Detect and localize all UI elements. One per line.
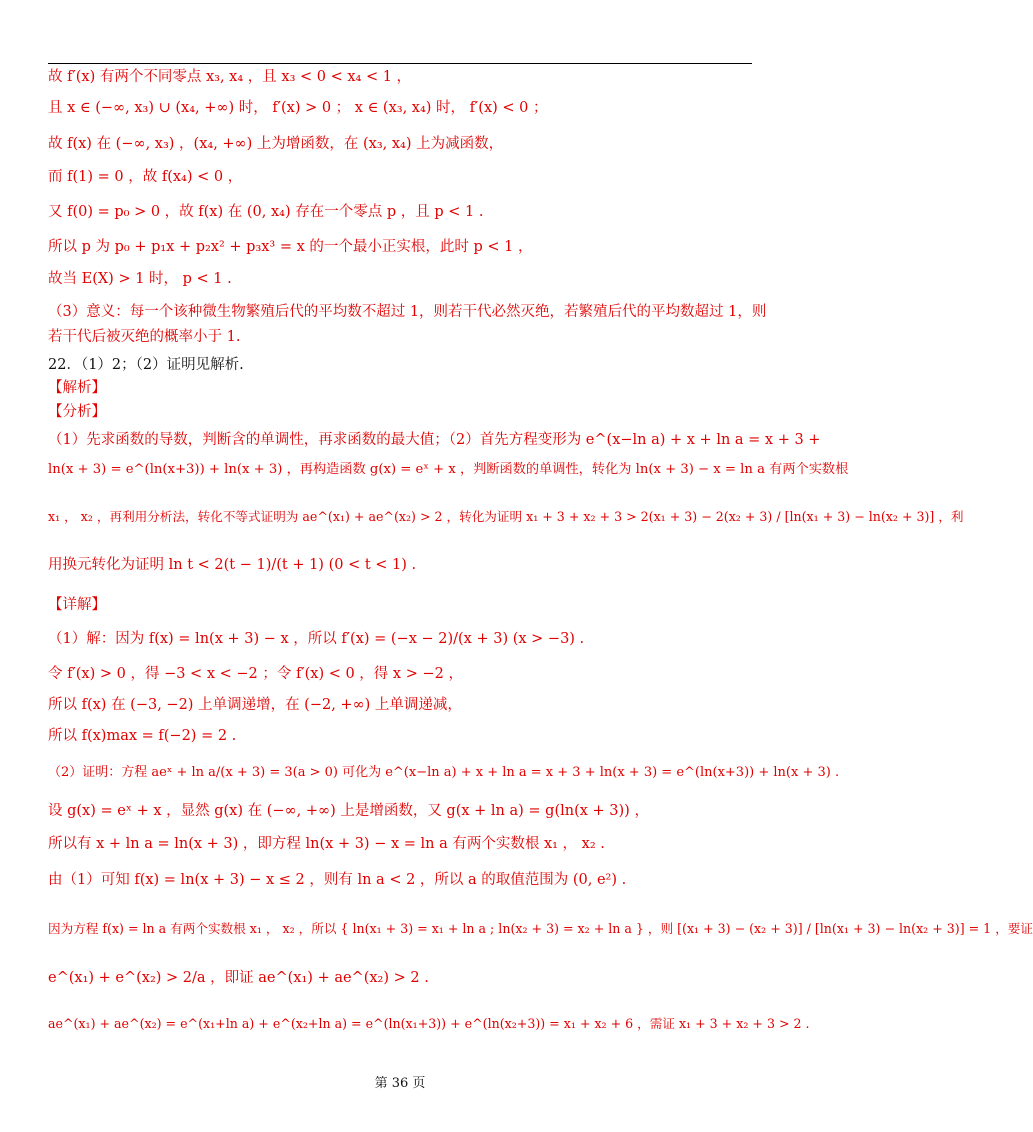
- text-line: （1）解：因为 f(x) = ln(x + 3) − x ，所以 f′(x) = (−x − 2)/(x + 3) (x > −3) .: [48, 631, 585, 647]
- text-line: 所以 p 为 p₀ + p₁x + p₂x² + p₃x³ = x 的一个最小正实根，此时 p < 1 ，: [48, 239, 533, 255]
- text-line: 所以有 x + ln a = ln(x + 3) ，即方程 ln(x + 3) − x = ln a 有两个实数根 x₁ ， x₂ .: [48, 836, 605, 852]
- text-line: 令 f′(x) > 0 ，得 −3 < x < −2 ；令 f′(x) < 0 ，得 x > −2 ，: [48, 666, 463, 682]
- text-line: 因为方程 f(x) = ln a 有两个实数根 x₁ ， x₂ ，所以 { ln(x₁ + 3) = x₁ + ln a ; ln(x₂ + 3) = x₂ + ln a } ，则 [(x₁ + 3) − (x₂ + 3)] / [ln(x₁ + 3) − ln(x₂ + 3)] = 1 ，要证: [48, 921, 1033, 936]
- text-line: 【详解】: [48, 597, 106, 613]
- text-line: （2）证明：方程 aeˣ + ln a/(x + 3) = 3(a > 0) 可化为 e^(x−ln a) + x + ln a = x + 3 + ln(x + 3) = e^(ln(x+3)) + ln(x + 3) .: [48, 765, 840, 780]
- text-line: 且 x ∈ (−∞, x₃) ∪ (x₄, +∞) 时， f′(x) > 0 ； x ∈ (x₃, x₄) 时， f′(x) < 0 ；: [48, 100, 548, 116]
- text-line: 所以 f(x)max = f(−2) = 2 .: [48, 728, 237, 744]
- text-line: （3）意义：每一个该种微生物繁殖后代的平均数不超过 1，则若干代必然灭绝，若繁殖后代的平均数超过 1，则: [48, 304, 767, 320]
- text-line: 【解析】: [48, 380, 106, 396]
- text-line: 用换元转化为证明 ln t < 2(t − 1)/(t + 1) (0 < t < 1) .: [48, 557, 417, 573]
- text-line: 由（1）可知 f(x) = ln(x + 3) − x ≤ 2 ，则有 ln a < 2 ，所以 a 的取值范围为 (0, e²) .: [48, 872, 627, 888]
- text-line: ln(x + 3) = e^(ln(x+3)) + ln(x + 3) ，再构造函数 g(x) = eˣ + x ，判断函数的单调性，转化为 ln(x + 3) − x = ln a 有两个实数根: [48, 462, 849, 477]
- text-line: x₁ ， x₂ ，再利用分析法，转化不等式证明为 ae^(x₁) + ae^(x₂) > 2 ，转化为证明 x₁ + 3 + x₂ + 3 > 2(x₁ + 3) − 2(x₂ + 3) / [ln(x₁ + 3) − ln(x₂ + 3)] ，利: [48, 509, 964, 524]
- text-line: 所以 f(x) 在 (−3, −2) 上单调递增，在 (−2, +∞) 上单调递减，: [48, 697, 462, 713]
- text-line: 故当 E(X) > 1 时， p < 1 .: [48, 271, 232, 287]
- text-line: e^(x₁) + e^(x₂) > 2/a ，即证 ae^(x₁) + ae^(x₂) > 2 .: [48, 970, 429, 986]
- text-line: 【分析】: [48, 404, 106, 420]
- page-number: 第 36 页: [374, 1076, 426, 1091]
- text-line: 设 g(x) = eˣ + x ，显然 g(x) 在 (−∞, +∞) 上是增函数，又 g(x + ln a) = g(ln(x + 3)) ，: [48, 803, 649, 819]
- header-rule: [48, 63, 752, 64]
- text-line: 22．（1）2；（2）证明见解析.: [48, 357, 244, 373]
- text-line: 而 f(1) = 0 ，故 f(x₄) < 0 ，: [48, 169, 243, 185]
- text-line: 故 f′(x) 有两个不同零点 x₃, x₄ ，且 x₃ < 0 < x₄ < 1 ，: [48, 69, 412, 85]
- text-line: （1）先求函数的导数，判断含的单调性，再求函数的最大值；（2）首先方程变形为 e^(x−ln a) + x + ln a = x + 3 +: [48, 432, 821, 448]
- text-line: 故 f(x) 在 (−∞, x₃) ，(x₄, +∞) 上为增函数，在 (x₃, x₄) 上为减函数，: [48, 136, 504, 152]
- text-line: 若干代后被灭绝的概率小于 1.: [48, 329, 241, 345]
- text-line: ae^(x₁) + ae^(x₂) = e^(x₁+ln a) + e^(x₂+ln a) = e^(ln(x₁+3)) + e^(ln(x₂+3)) = x₁ + x₂ + 6 ，需证 x₁ + 3 + x₂ + 3 > 2 .: [48, 1016, 810, 1031]
- text-line: 又 f(0) = p₀ > 0 ，故 f(x) 在 (0, x₄) 存在一个零点 p ，且 p < 1 .: [48, 204, 484, 220]
